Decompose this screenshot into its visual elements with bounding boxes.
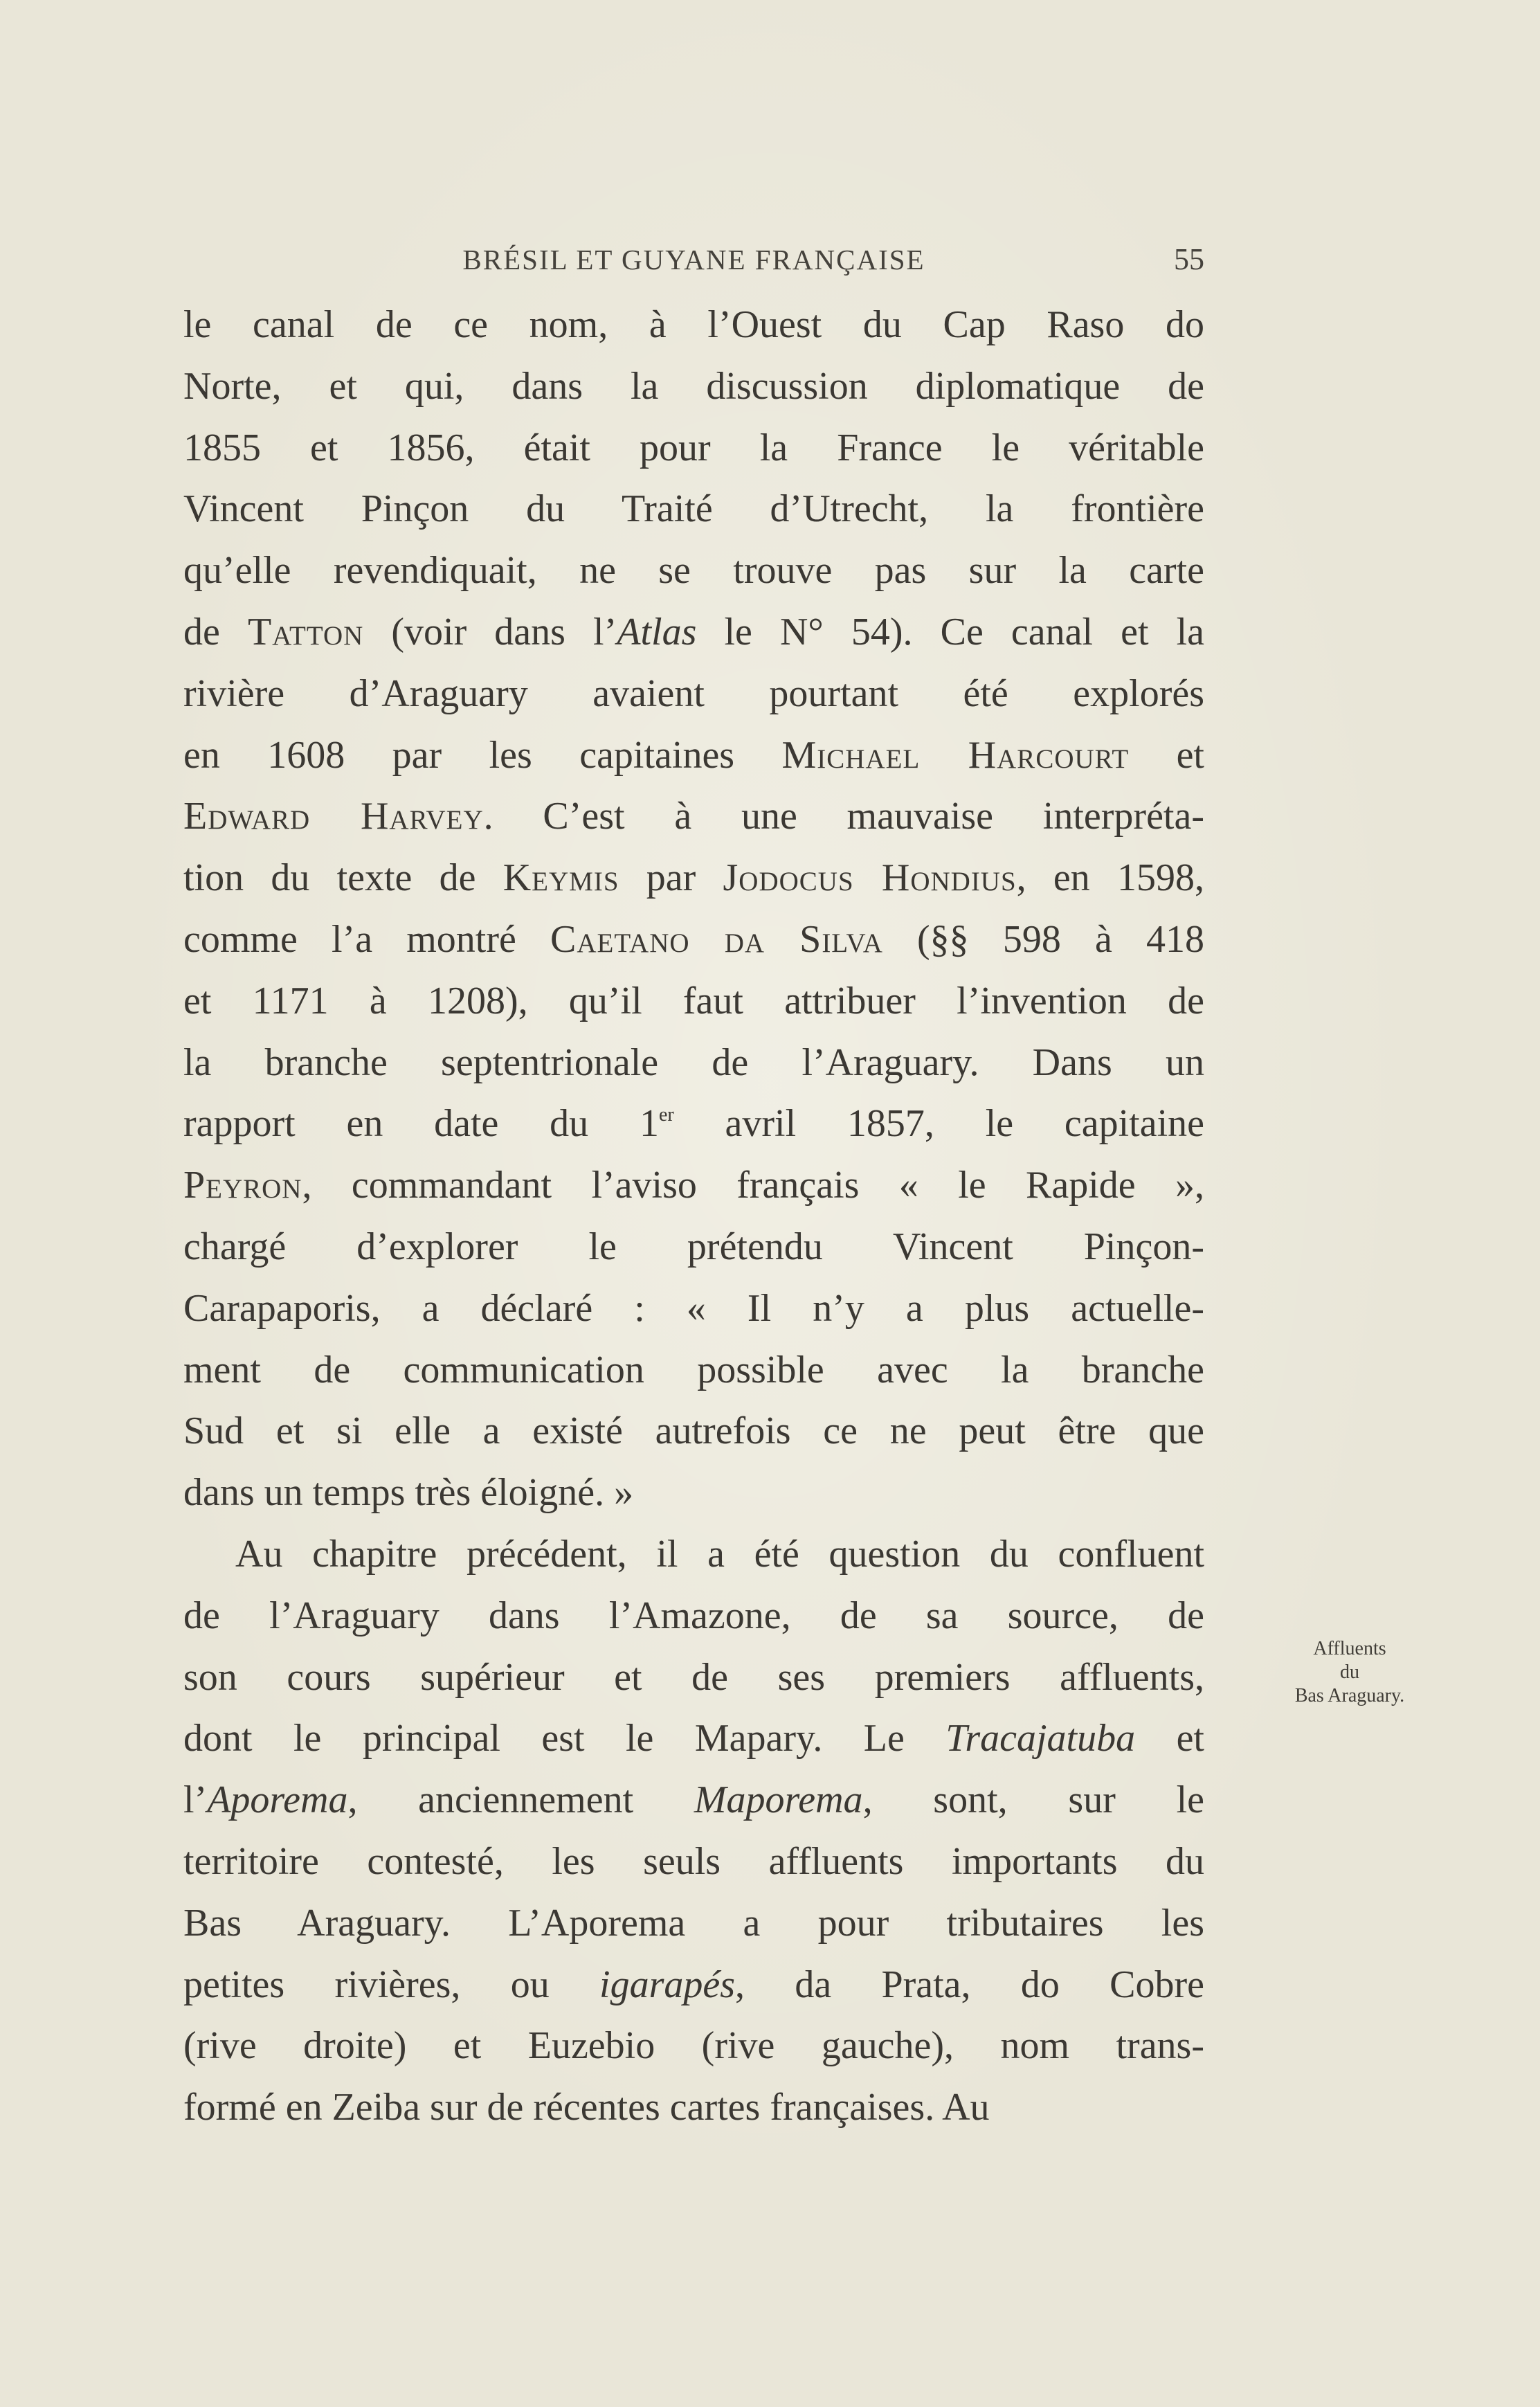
proper-name: Keymis [502, 856, 619, 900]
proper-name: Peyron [183, 1164, 302, 1207]
text-line [183, 847, 1204, 909]
text-run: , anciennement [347, 1778, 694, 1822]
text-run: territoire contesté, les seuls affluents importants du [183, 1839, 1204, 1883]
text-run: le N° 54). Ce canal et la [696, 610, 1205, 653]
text-run: comme l’a montré [183, 917, 550, 961]
text-line [183, 971, 1204, 1032]
proper-name: Tatton [247, 610, 364, 653]
text-line [183, 1585, 1204, 1647]
text-run: . C’est à une mauvaise interpréta- [483, 795, 1204, 838]
proper-name: Caetano da Silva [550, 917, 883, 961]
text-line [183, 1400, 1204, 1462]
text-run: de l’Araguary dans l’Amazone, de sa source, de [183, 1594, 1204, 1637]
text-line [183, 1708, 1204, 1769]
text-line [183, 1647, 1204, 1709]
text-line [183, 1093, 1204, 1155]
text-run: avril 1857, le capitaine [673, 1102, 1204, 1146]
text-run: , sont, sur le [862, 1778, 1205, 1822]
proper-name: Michael Harcourt [781, 733, 1130, 777]
text-run: et [1129, 733, 1204, 777]
text-line [183, 1893, 1204, 1954]
text-line [183, 540, 1204, 602]
italic-term: Aporema [207, 1778, 348, 1822]
text-run: et 1171 à 1208), qu’il faut attribuer l’invention de [183, 979, 1204, 1022]
text-run: son cours supérieur et de ses premiers affluents, [183, 1655, 1204, 1699]
text-line [183, 294, 1204, 356]
text-line [183, 1340, 1204, 1401]
text-run: dont le principal est le Mapary. Le [183, 1717, 946, 1760]
running-head [183, 239, 1204, 280]
text-run: l’ [183, 1778, 208, 1822]
text-run: Vincent Pinçon du Traité d’Utrecht, la frontière [183, 487, 1204, 531]
text-line [183, 663, 1204, 725]
italic-term: Maporema [694, 1778, 863, 1822]
text-run: et [1135, 1717, 1204, 1760]
text-run: tion du texte de [183, 856, 503, 900]
text-run: rapport en date du 1 [183, 1102, 659, 1146]
text-line [183, 1278, 1204, 1340]
text-run: le canal de ce nom, à l’Ouest du Cap Raso do [183, 303, 1204, 346]
text-run: Au chapitre précédent, il a été question du confluent [235, 1532, 1204, 1576]
text-line [183, 786, 1204, 847]
text-line [183, 602, 1204, 663]
text-run: Bas Araguary. L’Aporema a pour tributaires les [183, 1901, 1204, 1945]
margin-note-line: du [1340, 1661, 1359, 1683]
body-text [183, 294, 1204, 2138]
text-run: petites rivières, ou [183, 1963, 600, 2006]
text-run: , commandant l’aviso français « le Rapide », [302, 1164, 1204, 1207]
text-line [183, 417, 1204, 479]
text-run: , da Prata, do Cobre [735, 1963, 1204, 2006]
text-line [183, 1216, 1204, 1278]
superscript: er [658, 1104, 674, 1126]
text-run: ment de communication possible avec la branche [183, 1348, 1204, 1391]
text-line [183, 1831, 1204, 1893]
text-run: , en 1598, [1016, 856, 1204, 900]
italic-term: Atlas [617, 610, 697, 653]
text-run: dans un temps très éloigné. » [183, 1471, 634, 1515]
text-line [183, 2077, 1204, 2138]
text-run: de [183, 610, 248, 653]
text-run: (voir dans l’ [363, 610, 617, 653]
text-line [183, 909, 1204, 971]
text-run: qu’elle revendiquait, ne se trouve pas sur la carte [183, 549, 1204, 593]
italic-term: Tracajatuba [945, 1717, 1136, 1760]
text-line [183, 356, 1204, 417]
text-run: (rive droite) et Euzebio (rive gauche), nom trans- [183, 2024, 1204, 2068]
proper-name: Jodocus Hondius [723, 856, 1017, 900]
text-run: par [619, 856, 723, 900]
text-line [183, 1769, 1204, 1831]
text-run: formé en Zeiba sur de récentes cartes françaises. Au [183, 2086, 990, 2129]
proper-name: Edward Harvey [183, 795, 484, 838]
text-run: Carapaporis, a déclaré : « Il n’y a plus actuelle- [183, 1286, 1204, 1330]
text-line [183, 478, 1204, 540]
text-line [183, 1462, 1204, 1524]
text-line [183, 1524, 1204, 1585]
text-line [183, 1032, 1204, 1094]
margin-note-line: Affluents [1313, 1638, 1386, 1659]
text-line [183, 1954, 1204, 2016]
text-run: la branche septentrionale de l’Araguary. Dans un [183, 1040, 1204, 1084]
text-run: Norte, et qui, dans la discussion diplomatique de [183, 364, 1204, 408]
italic-term: igarapés [599, 1963, 736, 2006]
text-run: (§§ 598 à 418 [882, 917, 1204, 961]
text-run: rivière d’Araguary avaient pourtant été explorés [183, 671, 1204, 715]
text-line [183, 1155, 1204, 1216]
text-line [183, 2015, 1204, 2077]
running-title: BRÉSIL ET GUYANE FRANÇAISE [462, 244, 925, 276]
text-run: chargé d’explorer le prétendu Vincent Pinçon- [183, 1225, 1204, 1268]
margin-note [1246, 1637, 1453, 1708]
page-number: 55 [1174, 242, 1204, 276]
text-run: en 1608 par les capitaines [183, 733, 782, 777]
text-run: 1855 et 1856, était pour la France le véritable [183, 426, 1204, 469]
text-line [183, 725, 1204, 786]
text-run: Sud et si elle a existé autrefois ce ne peut être que [183, 1409, 1204, 1453]
margin-note-line: Bas Araguary. [1294, 1685, 1405, 1706]
